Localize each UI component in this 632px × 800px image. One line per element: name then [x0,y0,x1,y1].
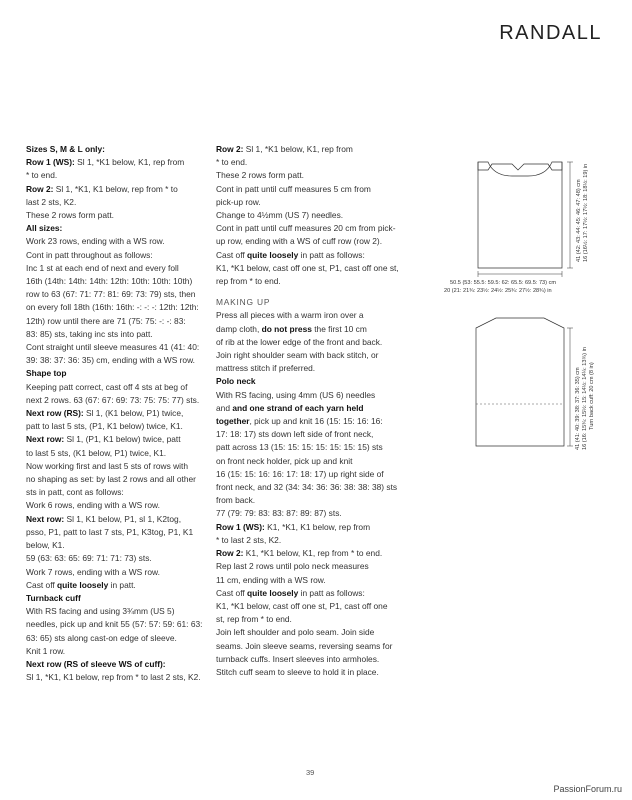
instruction-line: Now working first and last 5 sts of rows with [26,460,188,471]
instruction-line: front neck, and 32 (34: 34: 36: 36: 38: 38: 38) sts [216,482,398,493]
instruction-line: 59 (63: 63: 65: 69: 71: 71: 73) sts. [26,553,152,564]
instruction-line: Cast off quite loosely in patt. [26,579,136,590]
instruction-line: Join right shoulder seam with back stitch, or [216,350,379,361]
instruction-line: Row 2: Sl 1, *K1 below, K1, rep from [216,144,353,154]
instruction-line: 16th (14th: 14th: 14th: 12th: 10th: 10th: 10th) [26,276,193,287]
instruction-line: Shape top [26,368,67,379]
instruction-line: Next row: Sl 1, K1 below, P1, sl 1, K2tog, [26,513,182,524]
instruction-line: 11 cm, ending with a WS row. [216,574,326,585]
cuff-label: Turn back cuff: 20 cm (8 in) [589,362,595,430]
instruction-line: on every foll 18th (16th: 16th: -: -: -: 12th: 12th: [26,302,199,313]
instruction-line: With RS facing and using 3¾mm (US 5) [26,606,175,617]
instruction-line: st, rep from * to end. [216,614,292,625]
instruction-line: from back. [216,495,256,506]
instruction-line: * to end. [216,157,248,168]
instruction-line: pick-up row. [216,196,261,207]
instruction-line: K1, *K1 below, cast off one st, P1, cast off one st, [216,262,399,273]
instruction-line: With RS facing, using 4mm (US 6) needles [216,389,376,400]
body-width-label: 50.5 (53: 55.5: 59.5: 62: 65.5: 69.5: 73) cm [450,280,557,286]
instruction-line: seams. Join sleeve seams, reversing seams for [216,640,393,651]
instruction-line: 63: 65) sts along cast-on edge of sleeve. [26,632,177,643]
sleeve-length-label-inches: 16 (16: 15¾: 15½: 15: 14½: 14¼: 13¾) in [582,347,588,450]
instruction-line: Next row (RS of sleeve WS of cuff): [26,658,166,669]
instruction-line: These 2 rows form patt. [26,210,114,221]
sleeve-length-label: 41 (41: 40: 39: 38: 37: 36: 35) cm [575,367,581,450]
body-outline [478,162,562,170]
instruction-line: Keeping patt correct, cast off 4 sts at beg of [26,381,188,392]
instruction-line: Cont in patt until cuff measures 20 cm from pick- [216,223,396,234]
instruction-line: rep from * to end. [216,276,281,287]
instruction-line: 17: 18: 17) sts down left side of front neck, [216,429,374,440]
instruction-line: Stitch cuff seam to sleeve to hold it in place. [216,666,379,677]
body-length-label: 41 (42: 43: 44: 45: 46: 47: 48) cm [576,179,582,262]
instruction-line: Work 6 rows, ending with a WS row. [26,500,160,511]
instruction-line: Knit 1 row. [26,645,66,656]
instruction-line: * to last 2 sts, K2. [216,534,282,545]
instruction-line: Row 2: Sl 1, *K1, K1 below, rep from * to [26,183,178,194]
instruction-line: row to 63 (67: 71: 77: 81: 69: 73: 79) sts, then [26,289,196,300]
instruction-line: patt to last 5 sts, (P1, K1 below) twice, K1. [26,421,183,432]
instruction-line: Join left shoulder and polo seam. Join side [216,627,375,638]
instruction-line: Cast off quite loosely in patt as follows: [216,587,365,598]
body-width-label-inches: 20 (21: 21¾: 23½: 24½: 25¾: 27½: 28¾) in [444,288,552,294]
instruction-line: Row 2: K1, *K1 below, K1, rep from * to end. [216,548,383,559]
instruction-line: patt across 13 (15: 15: 15: 15: 15: 15: 15) sts [216,442,383,453]
instruction-line: Cast off quite loosely in patt as follows: [216,249,365,260]
instruction-line: of rib at the lower edge of the front and back. [216,336,383,347]
instruction-line: These 2 rows form patt. [216,170,304,181]
instruction-line: 77 (79: 79: 83: 83: 87: 89: 87) sts. [216,508,342,519]
instructions-middle-column [216,143,420,679]
instruction-line: next 2 rows. 63 (67: 67: 69: 73: 75: 75: 77) sts. [26,394,200,405]
instruction-line: Next row: Sl 1, (P1, K1 below) twice, patt [26,434,181,445]
instruction-line: last 2 sts, K2. [26,196,77,207]
instruction-line: 39: 38: 37: 36: 35) cm, ending with a WS row. [26,355,195,366]
page-number: 39 [306,768,315,777]
instruction-line: Work 7 rows, ending with a WS row. [26,566,160,577]
instruction-line: needles, pick up and knit 55 (57: 57: 59: 61: 63: [26,619,203,630]
instruction-line: * to end. [26,170,58,181]
instruction-line: sts in patt, cont as follows: [26,487,124,498]
instruction-line: All sizes: [26,223,63,234]
instruction-line: Sl 1, *K1, K1 below, rep from * to last 2 sts, K2. [26,672,201,683]
instruction-line: together, pick up and knit 16 (15: 15: 16: 16: [216,416,383,427]
instruction-line: MAKING UP [216,297,271,308]
instruction-line: below, K1. [26,540,65,551]
sleeve-shape [476,318,564,446]
watermark: PassionForum.ru [553,784,622,794]
instruction-line: Polo neck [216,376,256,387]
instruction-line: no shaping as set: by last 2 rows and all other [26,474,196,485]
instruction-line: Inc 1 st at each end of next and every foll [26,262,179,273]
schematic-diagram [444,150,618,460]
instruction-line: K1, *K1 below, cast off one st, P1, cast off one [216,600,388,611]
page-title: RANDALL [499,22,602,44]
instruction-line: Cont straight until sleeve measures 41 (41: 40: [26,342,200,353]
instruction-line: turnback cuffs. Insert sleeves into armholes. [216,653,380,664]
instruction-line: Change to 4½mm (US 7) needles. [216,210,344,221]
instruction-line: up row, ending with a WS of cuff row (row 2). [216,236,383,247]
instruction-line: Row 1 (WS): Sl 1, *K1 below, K1, rep from [26,157,185,168]
instruction-line: to last 5 sts, (K1 below, P1) twice, K1. [26,447,167,458]
instruction-line: damp cloth, do not press the first 10 cm [216,323,367,334]
instruction-line: and and one strand of each yarn held [216,402,364,413]
instruction-line: mattress stitch if preferred. [216,363,316,374]
instruction-line: Cont in patt until cuff measures 5 cm from [216,183,371,194]
instruction-line: Turnback cuff [26,592,81,603]
instruction-line: Next row (RS): Sl 1, (K1 below, P1) twice, [26,408,184,419]
instruction-line: on front neck holder, pick up and knit [216,455,353,466]
body-shape [478,162,562,268]
instruction-line: 83: 85) sts, taking inc sts into patt. [26,328,153,339]
instruction-line: 12th) row until there are 71 (75: 75: -: -: 83: [26,315,186,326]
instruction-line: Sizes S, M & L only: [26,144,105,154]
instruction-line: Press all pieces with a warm iron over a [216,310,364,321]
instruction-line: Rep last 2 rows until polo neck measures [216,561,369,572]
instruction-line: Work 23 rows, ending with a WS row. [26,236,165,247]
instruction-line: Cont in patt throughout as follows: [26,249,153,260]
instruction-line: Row 1 (WS): K1, *K1, K1 below, rep from [216,521,371,532]
instruction-line: 16 (15: 15: 16: 16: 17: 18: 17) up right side of [216,468,384,479]
body-length-label-inches: 16 (16½: 17: 17½: 17½: 18: 18½: 19) in [583,163,589,262]
instructions-left-column [26,143,206,684]
instruction-line: psso, P1, patt to last 7 sts, P1, K3tog, P1, K1 [26,526,194,537]
